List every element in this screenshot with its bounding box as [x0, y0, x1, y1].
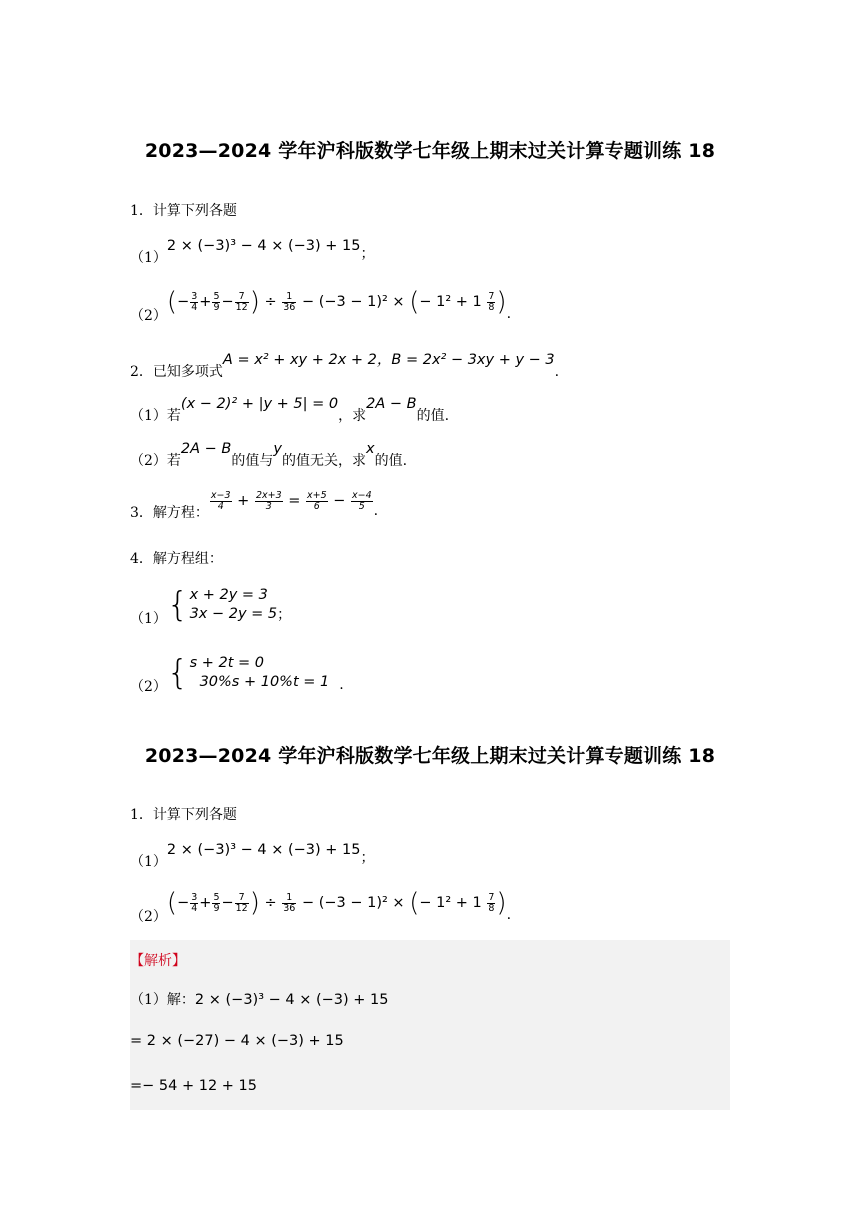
question-4: 4．解方程组：	[130, 551, 223, 567]
question-1: 1．计算下列各题	[130, 203, 237, 219]
question-2-part-1: （1）若(x − 2)² + |y + 5| = 0，求2A − B的值.	[130, 396, 450, 424]
math-expression: 2 × (−3)³ − 4 × (−3) + 15	[166, 842, 361, 858]
math-expression: 2 × (−3)³ − 4 × (−3) + 15	[194, 992, 389, 1008]
question-1-part-1: （1）2 × (−3)³ − 4 × (−3) + 15；	[130, 842, 375, 870]
question-3: 3．解方程： $\frac{x-3}{4}$ + $\frac{2x+3}{3}$ = $\frac{x+5}{6}$ − $\frac{x-4}{5}$ .	[130, 489, 379, 521]
math-variable: y	[273, 441, 282, 457]
math-expression: 2A − B	[180, 441, 232, 457]
analysis-step-3: =− 54 + 12 + 15	[130, 1078, 257, 1094]
question-1-part-1: （1）2 × (−3)³ − 4 × (−3) + 15；	[130, 238, 375, 266]
document-title: 2023—2024 学年沪科版数学七年级上期末过关计算专题训练 18	[144, 140, 716, 162]
math-expression: $\frac{x-3}{4}$ + $\frac{2x+3}{3}$ = $\frac{x+5}{6}$ − $\frac{x-4}{5}$	[210, 489, 372, 512]
analysis-step-2: = 2 × (−27) − 4 × (−3) + 15	[130, 1033, 344, 1049]
math-expression: (x − 2)² + |y + 5| = 0	[180, 396, 339, 412]
analysis-tag: 【解析】	[130, 953, 186, 969]
math-expression: (− $\frac{3}{4}$ + $\frac{5}{9}$ − $\frac{7}{12}$ ) ÷ $\frac{1}{36}$ − (−3 − 1)² × (− 1² + 1 $\frac{7}{8}$ )	[166, 888, 507, 918]
math-expression: A = x² + xy + 2x + 2，B = 2x² − 3xy + y − 3	[222, 352, 555, 368]
math-expression: (− $\frac{3}{4}$ + $\frac{5}{9}$ − $\frac{7}{12}$ ) ÷ $\frac{1}{36}$ − (−3 − 1)² × (− 1² + 1 $\frac{7}{8}$ )	[166, 287, 507, 317]
question-1-part-2: （2）(− $\frac{3}{4}$ + $\frac{5}{9}$ − $\frac{7}{12}$ ) ÷ $\frac{1}{36}$ − (−3 − 1)² × (− 1² + 1 $\frac{7}{8}$ ).	[130, 287, 512, 324]
analysis-step-1: （1）解：2 × (−3)³ − 4 × (−3) + 15	[130, 992, 389, 1008]
question-2: 2．已知多项式A = x² + xy + 2x + 2，B = 2x² − 3xy + y − 3.	[130, 352, 560, 380]
question-4-part-1: （1）{ x + 2y = 3 3x − 2y = 5 ；	[130, 585, 292, 627]
system-brace-icon: {	[166, 585, 189, 625]
question-1-part-2: （2）(− $\frac{3}{4}$ + $\frac{5}{9}$ − $\frac{7}{12}$ ) ÷ $\frac{1}{36}$ − (−3 − 1)² × (− 1² + 1 $\frac{7}{8}$ ).	[130, 888, 512, 925]
document-title: 2023—2024 学年沪科版数学七年级上期末过关计算专题训练 18	[144, 745, 716, 767]
question-4-part-2: （2）{ s + 2t = 0 30%s + 10%t = 1 .	[130, 653, 344, 695]
question-2-part-2: （2）若2A − B的值与y的值无关，求x的值.	[130, 441, 408, 469]
math-expression: 2A − B	[366, 396, 417, 412]
question-1: 1．计算下列各题	[130, 807, 237, 823]
system-brace-icon: {	[166, 653, 189, 693]
math-expression: 2 × (−3)³ − 4 × (−3) + 15	[166, 238, 361, 254]
equation-system: x + 2y = 3 3x − 2y = 5	[189, 587, 278, 622]
equation-system: s + 2t = 0 30%s + 10%t = 1	[189, 655, 330, 690]
math-variable: x	[365, 441, 375, 457]
